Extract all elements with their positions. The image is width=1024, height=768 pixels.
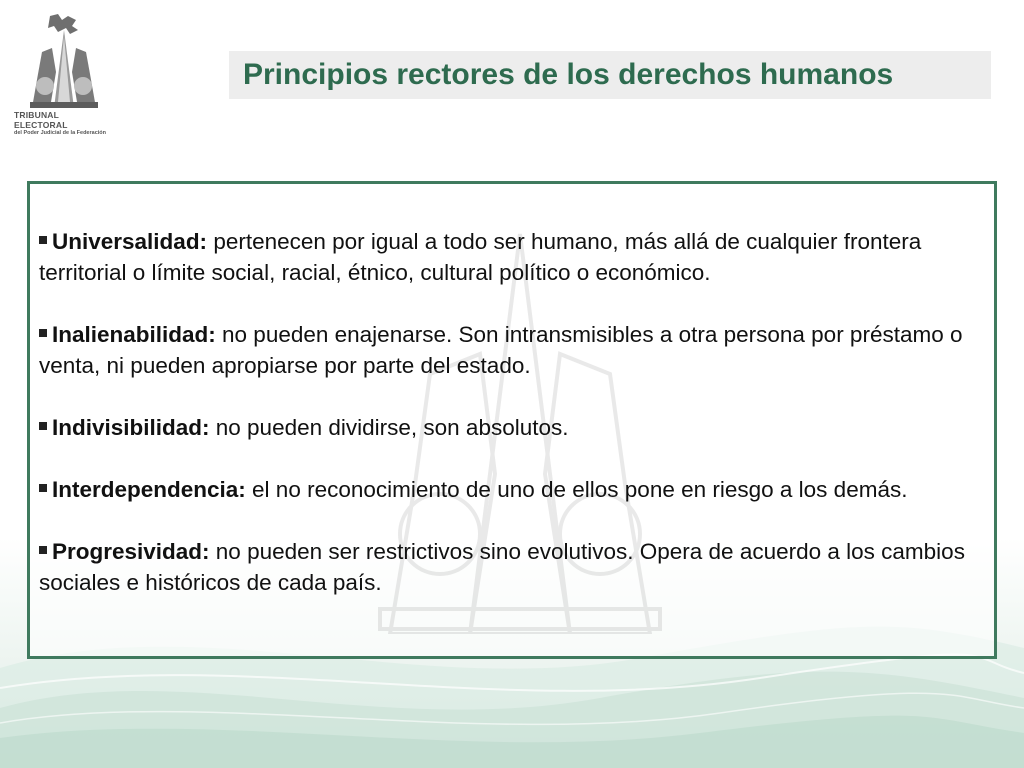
principle-description: no pueden ser restrictivos sino evolutivos. Opera de acuerdo a los cambios sociales e históricos de cada país.	[39, 539, 965, 595]
principle-description: no pueden dividirse, son absolutos.	[209, 415, 569, 440]
principles-panel	[27, 181, 997, 659]
logo-line-1: TRIBUNAL ELECTORAL	[14, 110, 68, 130]
tribunal-emblem-icon	[28, 12, 100, 108]
principle-term: Interdependencia:	[52, 477, 246, 502]
principle-inalienabilidad	[39, 319, 969, 381]
principle-interdependencia	[39, 474, 969, 505]
principle-description: el no reconocimiento de uno de ellos pone en riesgo a los demás.	[245, 477, 908, 502]
principle-term: Inalienabilidad:	[52, 322, 216, 347]
principle-term: Progresividad:	[52, 539, 210, 564]
square-bullet-icon	[39, 422, 47, 430]
square-bullet-icon	[39, 236, 47, 244]
principle-description: pertenecen por igual a todo ser humano, más allá de cualquier frontera territorial o límite social, racial, étnico, cultural político o económico.	[39, 229, 922, 285]
principle-description: no pueden enajenarse. Son intransmisibles a otra persona por préstamo o venta, ni pueden apropiarse por parte del estado.	[39, 322, 963, 378]
tribunal-logo	[14, 12, 114, 136]
principle-progresividad	[39, 536, 969, 598]
title-banner	[229, 51, 991, 99]
logo-line-2: del Poder Judicial de la Federación	[14, 130, 107, 136]
square-bullet-icon	[39, 484, 47, 492]
square-bullet-icon	[39, 546, 47, 554]
principle-universalidad	[39, 226, 969, 288]
square-bullet-icon	[39, 329, 47, 337]
slide-title: Principios rectores de los derechos humanos	[243, 58, 894, 91]
principles-list	[39, 226, 969, 629]
principle-term: Indivisibilidad:	[52, 415, 210, 440]
principle-term: Universalidad:	[52, 229, 208, 254]
principle-indivisibilidad	[39, 412, 969, 443]
